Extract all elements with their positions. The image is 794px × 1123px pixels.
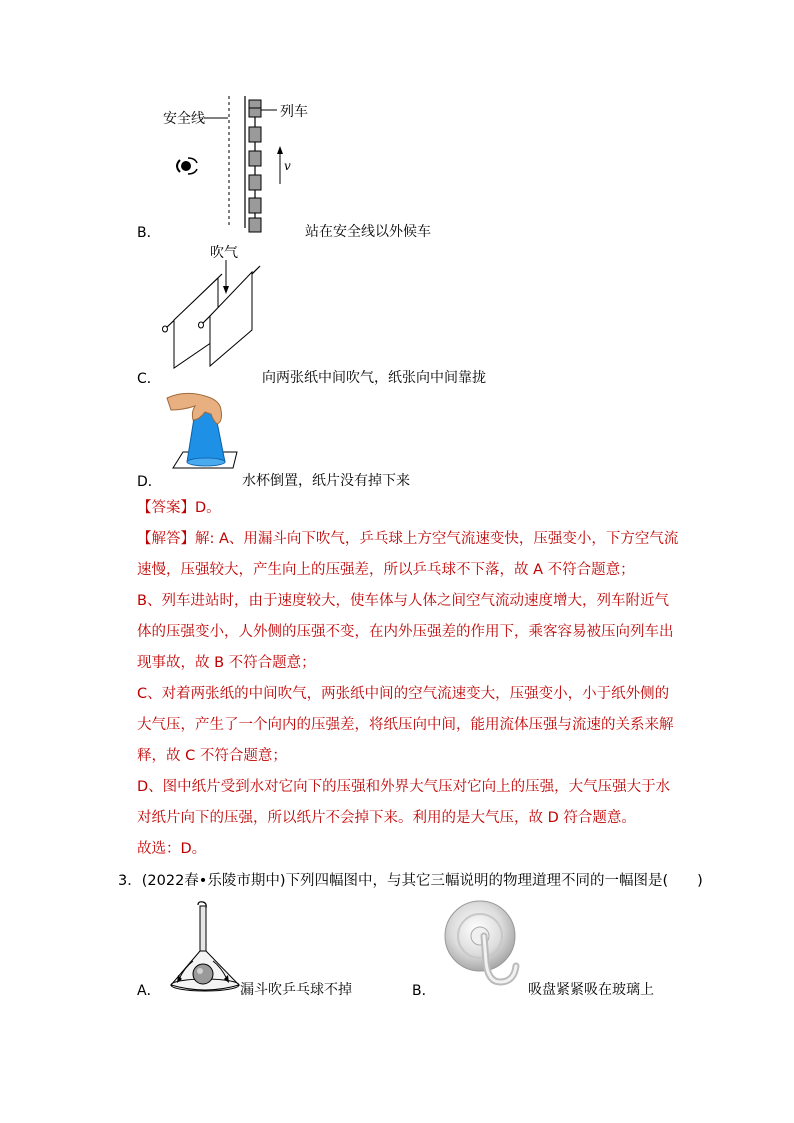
question-3 [118,871,703,891]
train-label: 列车 [280,104,308,120]
analysis-b: B、列车进站时，由于速度较大，使车体与人体之间空气流动速度增大，列车附近气体的压强变小，人外侧的压强不变，在内外压强差的作用下，乘客容易被压向列车出现事故，故 B 不符合题意； [137,593,674,671]
suction-cup-figure [444,900,524,1000]
q3-option-b-letter: B． [412,983,436,999]
inverted-cup-figure [165,390,245,475]
q3-option-b-caption: 吸盘紧紧吸在玻璃上 [528,982,654,998]
analysis-a: 【解答】解: A、用漏斗向下吹气，乒乓球上方空气流速变快，压强变小，下方空气流速慢，压强较大，产生向上的压强差，所以乒乓球不下落，故 A 不符合题意； [137,531,679,578]
answer-label: 【答案】 [137,500,195,516]
answer-line [137,493,221,524]
option-c-caption: 向两张纸中间吹气，纸张向中间靠拢 [262,370,486,386]
question-number: 3． [118,873,142,889]
funnel-ball-figure [165,903,247,998]
analysis-block [137,524,683,865]
two-papers-figure [160,258,270,373]
analysis-d: D、图中纸片受到水对它向下的压强和外界大气压对它向上的压强，大气压强大于水对纸片向下的压强，所以纸片不会掉下来。利用的是大气压，故 D 符合题意。 [137,779,671,826]
analysis-c: C、对着两张纸的中间吹气，两张纸中间的空气流速变大，压强变小，小于纸外侧的大气压，产生了一个向内的压强差，将纸压向中间，能用流体压强与流速的关系来解释，故 C 不符合题意； [137,686,674,764]
question-stem: 下列四幅图中，与其它三幅说明的物理道理不同的一幅图是( ) [285,873,703,889]
question-source: (2022春•乐陵市期中) [141,873,286,889]
analysis-conclusion: 故选：D。 [137,841,207,857]
analysis-label: 【解答】 [137,531,195,547]
velocity-label: v [284,159,291,173]
option-c-letter: C． [137,371,161,387]
q3-option-a-letter: A． [137,983,161,999]
blow-label: 吹气 [210,245,238,261]
answer-value: D。 [195,500,221,516]
option-d-caption: 水杯倒置，纸片没有掉下来 [242,473,410,489]
option-b-caption: 站在安全线以外候车 [305,224,431,240]
safety-line-label: 安全线 [163,111,205,127]
option-b-letter: B． [137,225,161,241]
q3-option-a-caption: 漏斗吹乒乓球不掉 [240,982,352,998]
option-d-letter: D． [137,474,162,490]
